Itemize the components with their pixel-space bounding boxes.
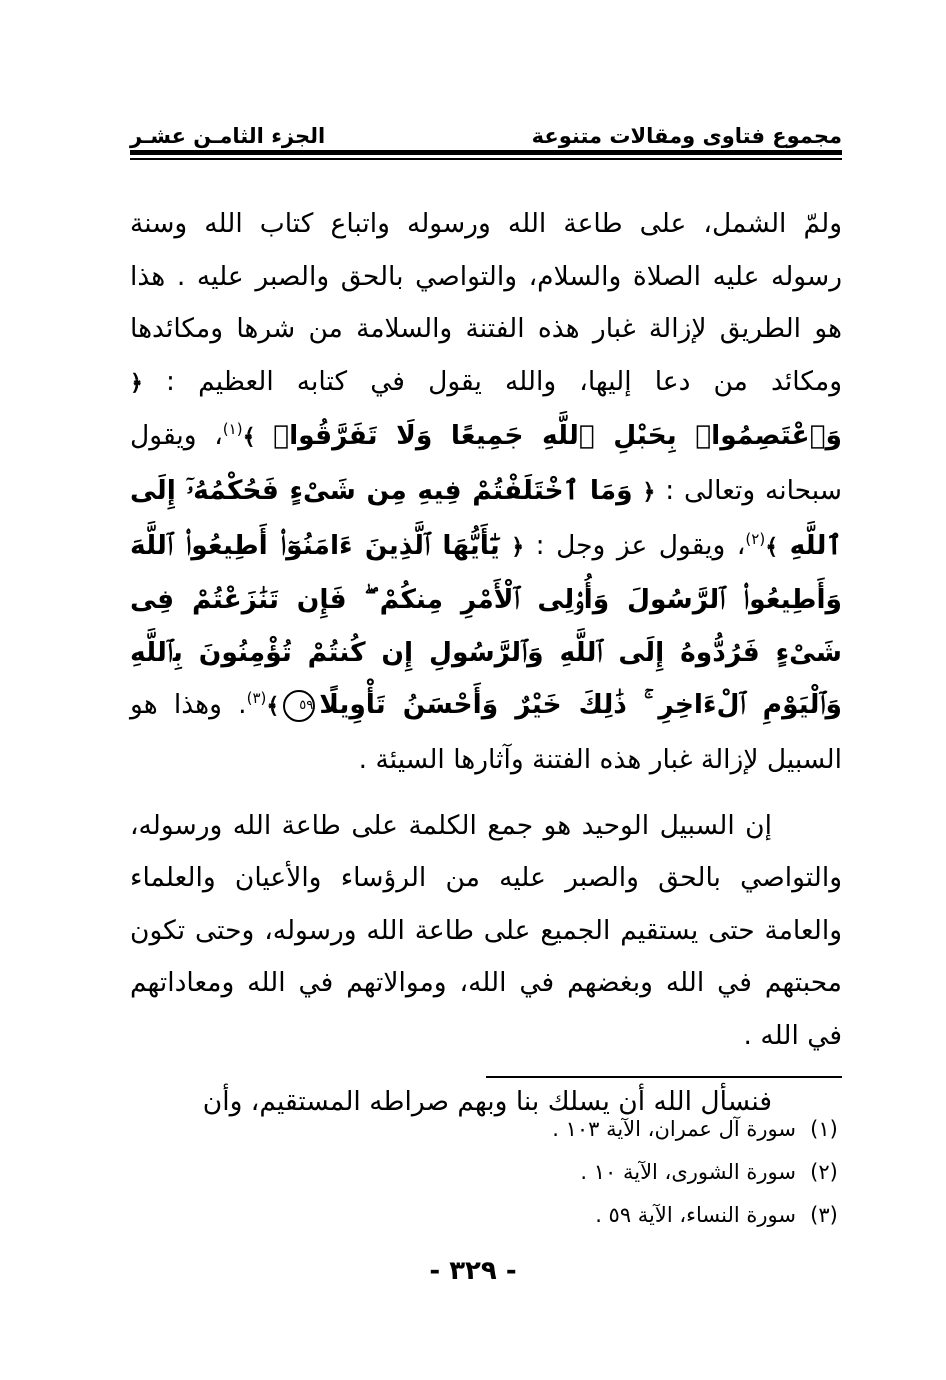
footnote-ref-3: (٣): [246, 689, 267, 708]
book-title: مجموع فتاوى ومقالات متنوعة: [531, 124, 842, 148]
quran-open-bracket: ﴿: [511, 534, 525, 560]
quran-close-bracket: ﴾: [266, 694, 280, 720]
footnote-text: سورة آل عمران، الآية ١٠٣ .: [552, 1117, 796, 1141]
running-header: [130, 108, 842, 148]
paragraph-2: إن السبيل الوحيد هو جمع الكلمة على طاعة الله ورسوله، والتواصي بالحق والصبر عليه من الرؤساء والأعيان والعلماء والعامة حتى يستقيم الجميع على طاعة الله ورسوله، وحتى تكون محبتهم في الله وبغضهم في الله، وموالاتهم في الله ومعاداتهم في الله .: [130, 809, 842, 1051]
footnote-number: (٣): [810, 1203, 838, 1227]
quran-verse-3: يَٰٓأَيُّهَا ٱلَّذِينَ ءَامَنُوٓا۟ أَطِيعُوا۟ ٱللَّهَ وَأَطِيعُوا۟ ٱلرَّسُولَ وَأُو۟لِى ٱلْأَمْرِ مِنكُمْ ۖ فَإِن تَنَٰزَعْتُمْ فِى شَىْءٍ فَرُدُّوهُ إِلَى ٱللَّهِ وَٱلرَّسُولِ إِن كُنتُمْ تُؤْمِنُونَ بِٱللَّهِ وَٱلْيَوْمِ ٱلْءَاخِرِ ۚ ذَٰلِكَ خَيْرٌ وَأَحْسَنُ تَأْوِيلًا: [130, 529, 842, 721]
quran-open-bracket: ﴿: [130, 370, 143, 396]
footnote-2: [342, 1151, 842, 1194]
footnote-ref-2: (٢): [745, 529, 766, 548]
paragraph-1-text-d: . وهذا هو السبيل لإزالة غبار هذه الفتنة وآثارها السيئة .: [130, 689, 842, 775]
footnote-3: [342, 1194, 842, 1237]
paragraph-1: [130, 198, 842, 787]
footnotes: [342, 1108, 842, 1237]
footnote-1: [342, 1108, 842, 1151]
header-rule-thin: [130, 158, 842, 160]
paragraph-1-text-c: ، ويقول عز وجل :: [535, 529, 746, 561]
quran-open-bracket: ﴿: [642, 479, 656, 505]
paragraph-1-text-b: ، ويقول سبحانه وتعالى :: [130, 420, 842, 506]
quran-verse-1: وَٱعْتَصِمُوا۟ بِحَبْلِ ٱللَّهِ جَمِيعًا وَلَا تَفَرَّقُوا۟: [273, 420, 842, 452]
paragraph-1-text-a: ولمّ الشمل، على طاعة الله ورسوله واتباع كتاب الله وسنة رسوله عليه الصلاة والسلام، والتواصي بالحق والصبر عليه . هذا هو الطريق لإزالة غبار هذه الفتنة والسلامة من شرها ومكائدها ومكائد من دعا إليها، والله يقول في كتابه العظيم :: [130, 208, 842, 397]
footnote-text: سورة الشورى، الآية ١٠ .: [580, 1160, 796, 1184]
quran-close-bracket: ﴾: [765, 534, 779, 560]
body-text: [130, 198, 842, 1128]
volume-title: الجزء الثامـن عشـر: [130, 124, 326, 148]
footnote-number: (١): [810, 1117, 838, 1141]
footnote-number: (٢): [810, 1160, 838, 1184]
paragraph-3: فنسأل الله أن يسلك بنا وبهم صراطه المستقيم، وأن: [202, 1085, 772, 1117]
footnote-separator: [486, 1076, 842, 1078]
page-number: - ٣٢٩ -: [429, 1256, 517, 1286]
header-rule-thick: [130, 150, 842, 155]
footnote-ref-1: (١): [222, 420, 243, 439]
quran-verse-2: وَمَا ٱخْتَلَفْتُمْ فِيهِ مِن شَىْءٍ فَحُكْمُهُۥٓ إِلَى ٱللَّهِ: [130, 474, 842, 561]
quran-close-bracket: ﴾: [242, 425, 256, 451]
ayah-number-marker: ٥٩: [283, 690, 315, 722]
footnote-text: سورة النساء، الآية ٥٩ .: [595, 1203, 796, 1227]
